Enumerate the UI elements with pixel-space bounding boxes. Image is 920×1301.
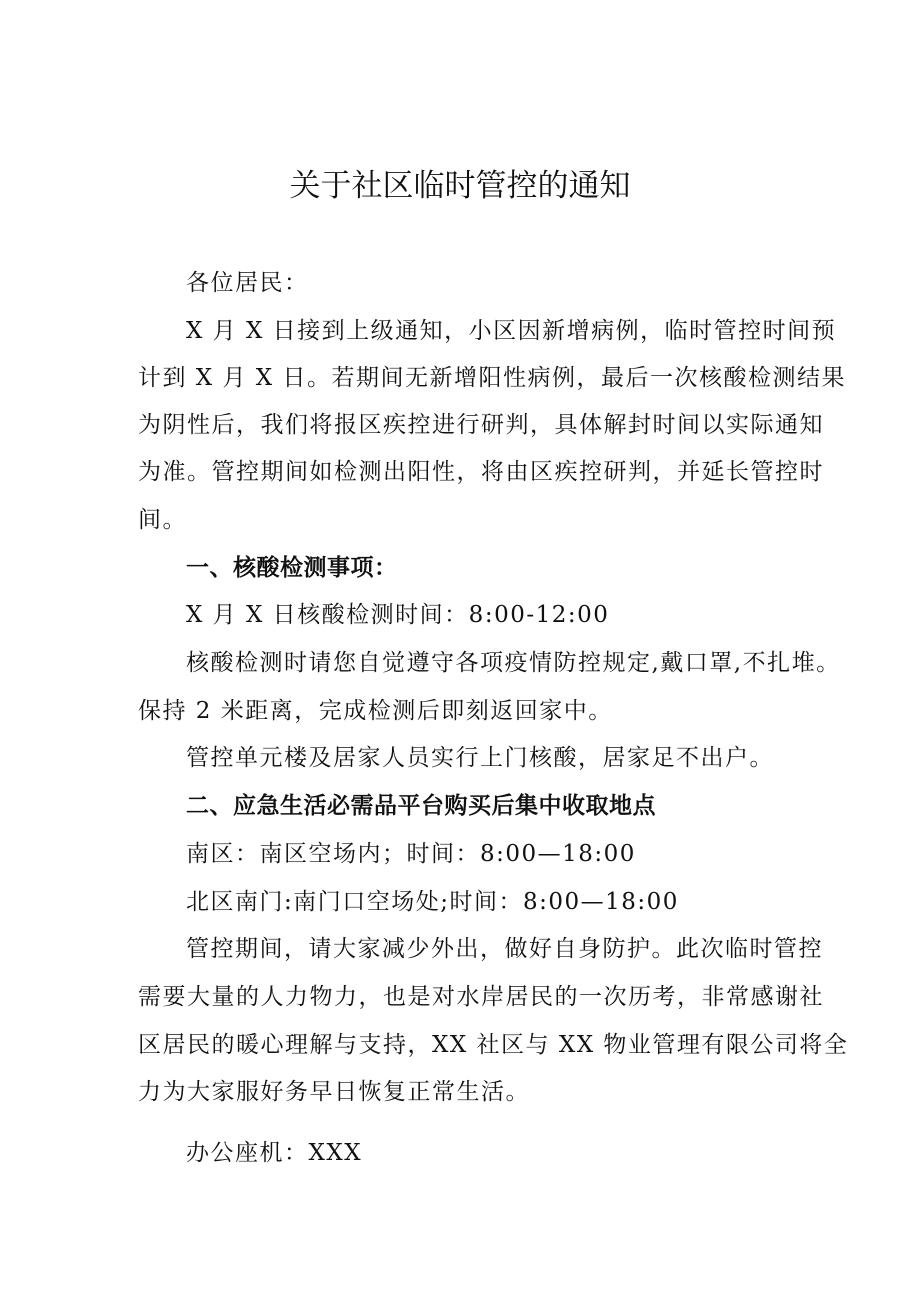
section2-heading: 二、应急生活必需品平台购买后集中收取地点 xyxy=(186,793,656,819)
section1-heading: 一、核酸检测事项： xyxy=(186,555,398,581)
intro-line: 为阴性后，我们将报区疾控进行研判，具体解封时间以实际通知 xyxy=(138,412,824,438)
closing-line: 区居民的暖心理解与支持，XX 社区与 XX 物业管理有限公司将全 xyxy=(138,1032,849,1058)
office-phone: 办公座机：XXX xyxy=(186,1140,363,1166)
test-rules-line: 核酸检测时请您自觉遵守各项疫情防控规定,戴口罩,不扎堆。 xyxy=(186,650,841,676)
test-rules-line: 保持 2 米距离，完成检测后即刻返回家中。 xyxy=(138,698,613,724)
door-test-line: 管控单元楼及居家人员实行上门核酸，居家足不出户。 xyxy=(186,745,774,771)
south-pickup-line: 南区：南区空场内；时间：8:00—18:00 xyxy=(186,841,636,867)
intro-line: 间。 xyxy=(138,507,187,533)
closing-line: 需要大量的人力物力，也是对水岸居民的一次历考，非常感谢社 xyxy=(138,984,824,1010)
intro-line: 计到 X 月 X 日。若期间无新增阳性病例，最后一次核酸检测结果 xyxy=(138,365,846,391)
salutation: 各位居民： xyxy=(186,270,309,296)
intro-line: 为准。管控期间如检测出阳性，将由区疾控研判，并延长管控时 xyxy=(138,459,824,485)
test-time-line: X 月 X 日核酸检测时间：8:00-12:00 xyxy=(186,602,610,628)
intro-line: X 月 X 日接到上级通知，小区因新增病例，临时管控时间预 xyxy=(186,318,837,344)
closing-line: 管控期间，请大家减少外出，做好自身防护。此次临时管控 xyxy=(186,936,823,962)
north-pickup-line: 北区南门:南门口空场处;时间：8:00—18:00 xyxy=(186,889,679,915)
document-title: 关于社区临时管控的通知 xyxy=(289,168,631,204)
closing-line: 力为大家服好务早日恢复正常生活。 xyxy=(138,1079,530,1105)
